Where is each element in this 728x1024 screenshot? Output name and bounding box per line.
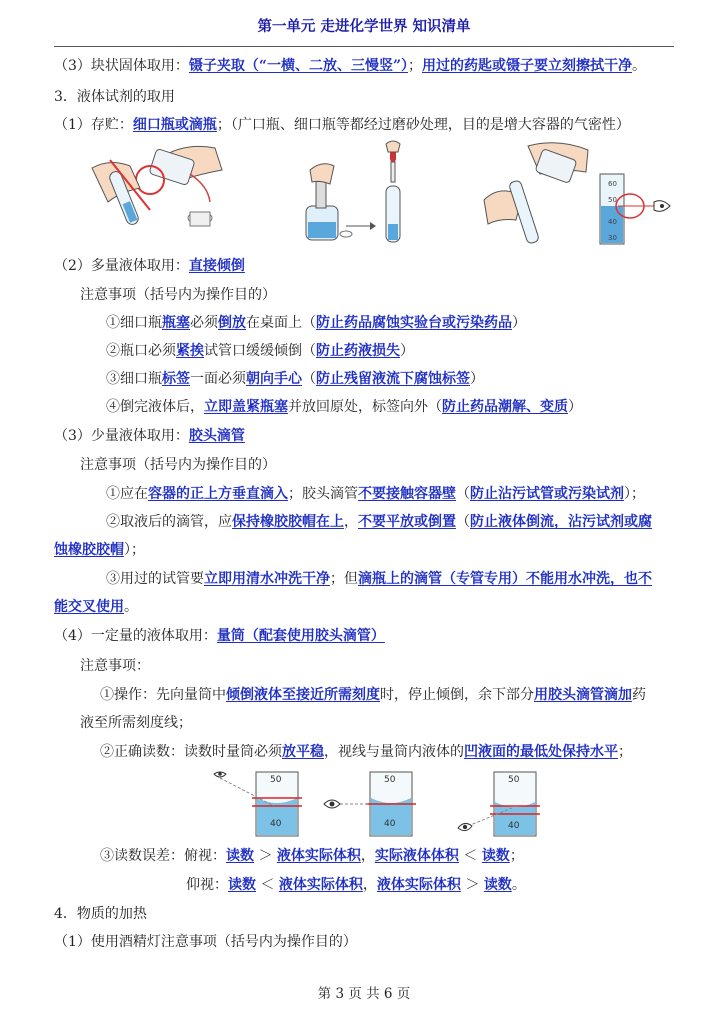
note-line [80,656,704,676]
text: 注意事项（括号内为操作目的） [80,457,276,473]
answer: 立即用清水冲洗干净 [204,571,330,587]
text: ＞ [254,848,277,864]
text: （ [456,514,470,530]
text: ①应在 [106,486,148,502]
reading-figure-1 [212,768,312,838]
answer: 防止沾污试管或污染试剂 [470,486,624,502]
answer: 读数 [226,848,254,864]
page-header [54,14,674,47]
text: ④倒完液体后， [106,399,204,415]
text: ＜ [256,877,279,893]
text: 注意事项（括号内为操作目的） [80,287,276,303]
answer: 蚀橡胶胶帽 [54,542,124,558]
text: （ [302,371,316,387]
small-item-1 [106,484,728,504]
text: （3）少量液体取用： [54,428,189,444]
text: （3）块状固体取用： [54,58,189,74]
text: 。 [632,58,647,74]
answer: 细口瓶或滴瓶 [132,117,217,133]
small-line [54,426,678,446]
text: ） [512,315,526,331]
text: ＞ [460,877,484,893]
page-title: 第一单元 走进化学世界 知识清单 [257,18,471,35]
text: ； [509,848,524,864]
large-item-3 [106,369,728,389]
text: ①细口瓶 [106,315,162,331]
large-item-2 [106,341,728,361]
tick-label: 30 [608,234,617,242]
tick-label: 50 [270,775,282,785]
small-item-2-cont [54,540,678,560]
answer: 液体实际体积 [278,877,363,893]
text: 。 [511,877,526,893]
text: ； [618,744,632,760]
text: ）； [124,542,145,558]
cylinder-reading-figure [478,140,678,250]
text: 时，停止倾倒，余下部分 [380,687,534,703]
heating-heading [54,904,678,924]
answer: 量筒（配套使用胶头滴管） [216,628,385,644]
answer: 读数 [483,877,512,893]
answer: 镊子夹取（“一横、二放、三慢竖”） [188,58,409,74]
measure-read [100,742,724,762]
text: ③细口瓶 [106,371,162,387]
error-line-2 [186,875,728,895]
text: ）； [624,486,645,502]
text: ①操作：先向量筒中 [100,687,226,703]
text: ， [360,848,375,864]
measure-op [100,685,724,705]
answer: 凹液面的最低处保持水平 [464,744,618,760]
answer: 标签 [162,371,190,387]
text: （2）多量液体取用： [54,258,189,274]
text: （ [456,486,470,502]
answer: 液体实际体积 [376,877,461,893]
answer: 容器的正上方垂直滴入 [148,486,288,502]
answer: 防止药品腐蚀实验台或污染药品 [316,315,512,331]
note-line [80,285,704,305]
answer: 瓶塞 [162,315,190,331]
small-item-3-cont [54,597,678,617]
text: （4）一定量的液体取用： [54,628,217,644]
answer: 倾倒液体至接近所需刻度 [226,687,380,703]
text: 在桌面上（ [246,315,316,331]
tick-label: 50 [508,775,520,785]
large-item-1 [106,313,728,333]
text: ②正确读数：读数时量筒必须 [100,744,282,760]
dropper-figure [300,140,420,250]
answer: 不要平放或倒置 [358,514,456,530]
text: 。 [124,599,138,615]
text: ②取液后的滴管，应 [106,514,232,530]
answer: 能交叉使用 [54,599,124,615]
tick-label: 40 [608,218,617,226]
text: ， [344,514,358,530]
answer: 保持橡胶胶帽在上 [232,514,344,530]
answer: 朝向手心 [246,371,302,387]
tick-label: 50 [608,196,617,204]
answer: 防止药液损失 [316,343,400,359]
text: （1）使用酒精灯注意事项（括号内为操作目的） [54,934,357,950]
text: 试管口缓缓倾倒（ [204,343,316,359]
small-item-3 [106,569,728,589]
text: ） [568,399,582,415]
answer: 防止残留液流下腐蚀标签 [316,371,470,387]
tick-label: 40 [270,819,282,829]
text: ＜ [458,848,482,864]
text: ②瓶口必须 [106,343,176,359]
text: ；胶头滴管 [288,486,358,502]
pouring-figure [90,140,230,250]
text: 仰视： [186,877,228,893]
page-number: 第 3 页 共 6 页 [317,986,411,1002]
answer: 用过的药匙或镊子要立刻擦拭干净 [422,58,633,74]
tick-label: 40 [384,819,396,829]
section-heading: 4．物质的加热 [54,906,147,922]
section-heading: 3．液体试剂的取用 [54,89,175,105]
answer: 实际液体体积 [374,848,459,864]
answer: 读数 [481,848,510,864]
text: 并放回原处，标签向外（ [288,399,442,415]
text: ） [470,371,484,387]
large-item-4 [106,397,728,417]
large-line [54,256,678,276]
tick-label: 50 [384,775,396,785]
page-footer [0,982,728,1002]
answer: 直接倾倒 [188,258,245,274]
liquid-heading [54,87,678,107]
text: ） [400,343,414,359]
heating-sub [54,932,678,952]
answer: 防止药品潮解、变质 [442,399,568,415]
answer: 读数 [228,877,256,893]
answer: 防止液体倒流，沾污试剂或腐 [470,514,652,530]
storage-line [54,115,678,135]
tick-label: 40 [508,821,520,831]
measure-op-cont [80,713,704,733]
text: ；（广口瓶、细口瓶等都经过磨砂处理，目的是增大容器的气密性） [216,117,630,133]
answer: 滴瓶上的滴管（专管专用）不能用水冲洗，也不 [358,571,652,587]
text: ，视线与量筒内液体的 [324,744,464,760]
small-item-2 [106,512,728,532]
text: ， [362,877,377,893]
text: ③读数误差：俯视： [100,848,226,864]
answer: 不要接触容器壁 [358,486,456,502]
answer: 放平稳 [282,744,324,760]
text: ； [408,58,423,74]
answer: 紧挨 [176,343,204,359]
text: 必须 [190,315,218,331]
text: ③用过的试管要 [106,571,204,587]
answer: 用胶头滴管滴加 [534,687,632,703]
tick-label: 60 [608,180,617,188]
answer: 液体实际体积 [276,848,361,864]
text: 液至所需刻度线； [80,715,192,731]
text: （1）存贮： [54,117,133,133]
note-line [80,455,704,475]
text: 一面必须 [190,371,246,387]
answer: 倒放 [218,315,246,331]
reading-figure-2 [322,768,432,838]
text: 注意事项： [80,658,150,674]
text: 药 [632,687,646,703]
answer: 立即盖紧瓶塞 [204,399,288,415]
measure-line [54,626,678,646]
text: ；但 [330,571,358,587]
solid-line [54,56,678,76]
answer: 胶头滴管 [188,428,245,444]
error-line-1 [100,846,724,866]
reading-figure-3 [454,768,554,838]
